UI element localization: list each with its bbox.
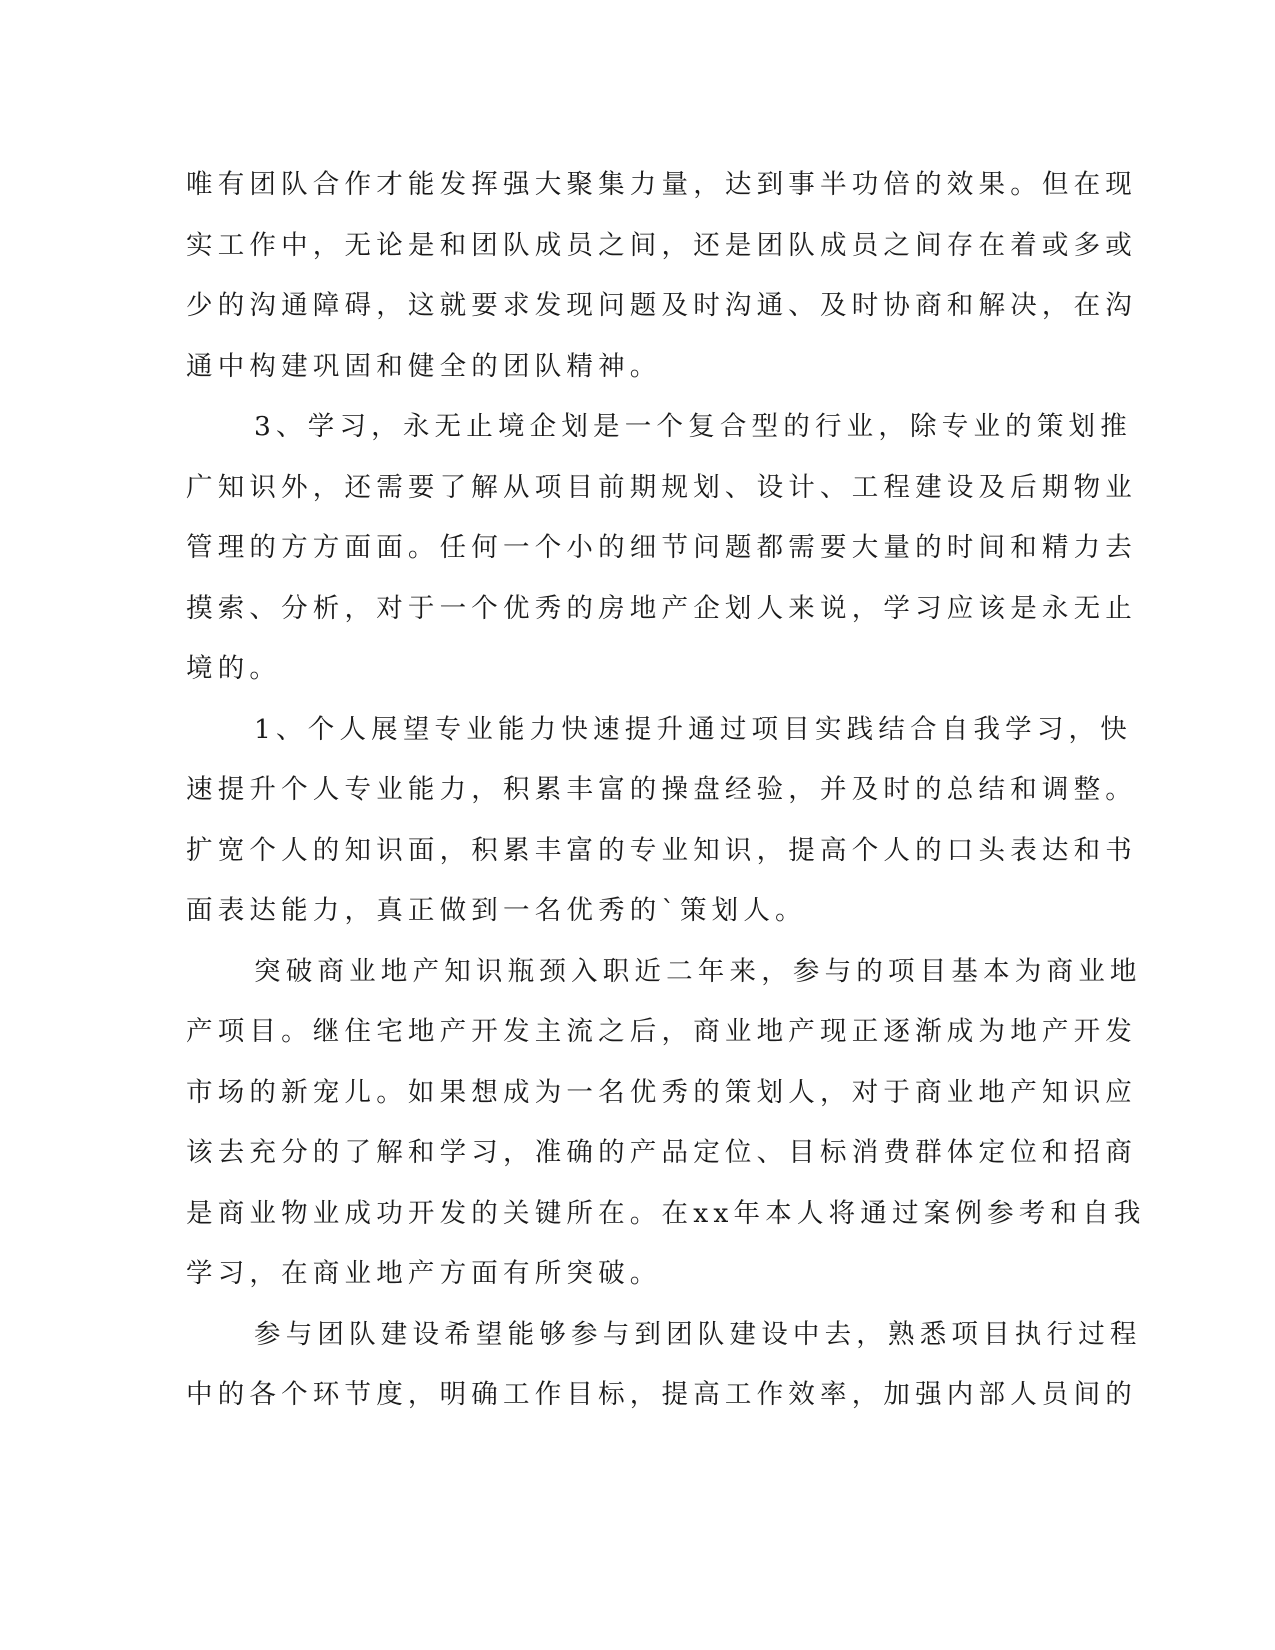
paragraph-line: 面表达能力，真正做到一名优秀的`策划人。 xyxy=(186,895,807,926)
paragraph-line: 中的各个环节度，明确工作目标，提高工作效率，加强内部人员间的 xyxy=(186,1379,1137,1410)
paragraph-line: 实工作中，无论是和团队成员之间，还是团队成员之间存在着或多或 xyxy=(186,229,1137,261)
paragraph-first-line: 1、个人展望专业能力快速提升通过项目实践结合自我学习，快 xyxy=(254,713,1132,745)
paragraph-line: 通中构建巩固和健全的团队精神。 xyxy=(186,350,662,382)
paragraph-line: 摸索、分析，对于一个优秀的房地产企划人来说，学习应该是永无止 xyxy=(186,592,1137,624)
paragraph-line: 学习，在商业地产方面有所突破。 xyxy=(186,1258,662,1289)
paragraph-first-line: 3、学习，永无止境企划是一个复合型的行业，除专业的策划推 xyxy=(254,411,1132,442)
paragraph-line: 该去充分的了解和学习，准确的产品定位、目标消费群体定位和招商 xyxy=(186,1137,1137,1168)
paragraph-line: 速提升个人专业能力，积累丰富的操盘经验，并及时的总结和调整。 xyxy=(186,774,1137,805)
paragraph-line: 市场的新宠儿。如果想成为一名优秀的策划人，对于商业地产知识应 xyxy=(186,1076,1137,1108)
paragraph-line: 产项目。继住宅地产开发主流之后，商业地产现正逐渐成为地产开发 xyxy=(186,1016,1137,1047)
paragraph-first-line: 突破商业地产知识瓶颈入职近二年来，参与的项目基本为商业地 xyxy=(254,955,1142,987)
paragraph-line: 管理的方方面面。任何一个小的细节问题都需要大量的时间和精力去 xyxy=(186,532,1137,563)
paragraph-first-line: 参与团队建设希望能够参与到团队建设中去，熟悉项目执行过程 xyxy=(254,1318,1142,1350)
paragraph-line: 唯有团队合作才能发挥强大聚集力量，达到事半功倍的效果。但在现 xyxy=(186,169,1137,200)
paragraph-line: 是商业物业成功开发的关键所在。在xx年本人将通过案例参考和自我 xyxy=(186,1197,1146,1229)
paragraph-line: 境的。 xyxy=(186,653,282,684)
paragraph-line: 扩宽个人的知识面，积累丰富的专业知识，提高个人的口头表达和书 xyxy=(186,834,1137,866)
document-body xyxy=(186,155,1146,1426)
paragraph-line: 少的沟通障碍，这就要求发现问题及时沟通、及时协商和解决，在沟 xyxy=(186,290,1137,321)
paragraph-line: 广知识外，还需要了解从项目前期规划、设计、工程建设及后期物业 xyxy=(186,471,1137,503)
